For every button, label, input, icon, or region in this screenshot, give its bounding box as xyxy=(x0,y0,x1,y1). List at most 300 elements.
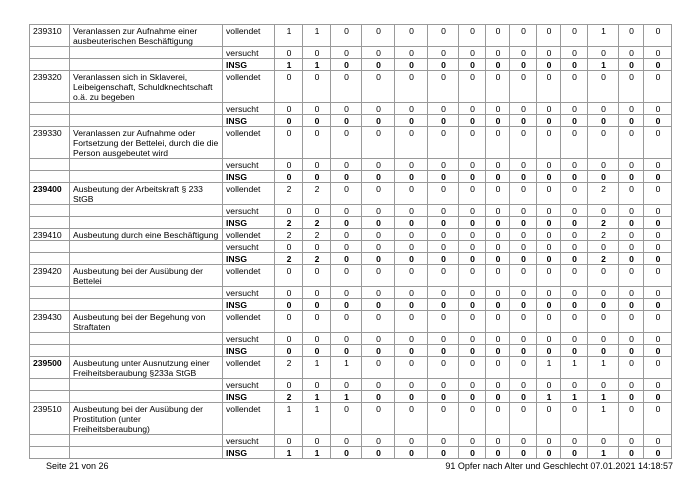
statistics-table xyxy=(29,24,672,459)
count-cell: 0 xyxy=(561,217,588,229)
count-cell: 0 xyxy=(537,183,561,205)
count-cell: 0 xyxy=(331,287,362,299)
table-row xyxy=(30,447,672,459)
count-cell: 1 xyxy=(331,357,362,379)
count-cell: 0 xyxy=(428,379,459,391)
count-cell: 0 xyxy=(362,229,395,241)
status-label: INSG xyxy=(223,217,275,229)
count-cell: 1 xyxy=(275,447,303,459)
offense-code xyxy=(30,115,70,127)
count-cell: 0 xyxy=(362,205,395,217)
count-cell: 0 xyxy=(395,357,428,379)
count-cell: 0 xyxy=(644,127,672,159)
count-cell: 0 xyxy=(395,333,428,345)
count-cell: 0 xyxy=(395,47,428,59)
count-cell: 0 xyxy=(644,403,672,435)
count-cell: 0 xyxy=(395,159,428,171)
offense-code xyxy=(30,447,70,459)
offense-description xyxy=(70,103,223,115)
count-cell: 0 xyxy=(619,447,644,459)
count-cell: 0 xyxy=(537,435,561,447)
count-cell: 0 xyxy=(459,205,486,217)
offense-description xyxy=(70,115,223,127)
count-cell: 2 xyxy=(588,183,619,205)
count-cell: 0 xyxy=(428,435,459,447)
count-cell: 0 xyxy=(619,183,644,205)
table-row xyxy=(30,403,672,435)
count-cell: 0 xyxy=(459,47,486,59)
count-cell: 0 xyxy=(303,171,331,183)
count-cell: 0 xyxy=(395,345,428,357)
count-cell: 0 xyxy=(459,357,486,379)
count-cell: 0 xyxy=(395,311,428,333)
offense-description xyxy=(70,205,223,217)
count-cell: 0 xyxy=(619,205,644,217)
count-cell: 0 xyxy=(486,253,510,265)
count-cell: 0 xyxy=(510,103,537,115)
count-cell: 0 xyxy=(644,205,672,217)
count-cell: 0 xyxy=(362,25,395,47)
count-cell: 0 xyxy=(537,217,561,229)
count-cell: 0 xyxy=(644,379,672,391)
count-cell: 0 xyxy=(459,171,486,183)
count-cell: 0 xyxy=(486,447,510,459)
offense-description xyxy=(70,299,223,311)
status-label: vollendet xyxy=(223,127,275,159)
count-cell: 0 xyxy=(395,115,428,127)
count-cell: 1 xyxy=(303,447,331,459)
count-cell: 0 xyxy=(619,299,644,311)
count-cell: 0 xyxy=(362,59,395,71)
count-cell: 0 xyxy=(619,265,644,287)
count-cell: 0 xyxy=(362,159,395,171)
status-label: vollendet xyxy=(223,25,275,47)
offense-code: 239500 xyxy=(30,357,70,379)
count-cell: 0 xyxy=(428,71,459,103)
count-cell: 0 xyxy=(428,229,459,241)
count-cell: 0 xyxy=(459,115,486,127)
offense-code xyxy=(30,171,70,183)
count-cell: 0 xyxy=(275,333,303,345)
count-cell: 2 xyxy=(588,217,619,229)
count-cell: 0 xyxy=(619,253,644,265)
status-label: INSG xyxy=(223,253,275,265)
status-label: vollendet xyxy=(223,183,275,205)
count-cell: 2 xyxy=(275,217,303,229)
status-label: INSG xyxy=(223,391,275,403)
offense-description: Ausbeutung bei der Begehung von Straftaten xyxy=(70,311,223,333)
count-cell: 0 xyxy=(561,333,588,345)
count-cell: 0 xyxy=(428,403,459,435)
count-cell: 0 xyxy=(428,299,459,311)
count-cell: 0 xyxy=(561,159,588,171)
count-cell: 0 xyxy=(561,229,588,241)
count-cell: 0 xyxy=(561,253,588,265)
count-cell: 0 xyxy=(619,391,644,403)
count-cell: 0 xyxy=(561,71,588,103)
count-cell: 0 xyxy=(619,357,644,379)
count-cell: 1 xyxy=(588,403,619,435)
count-cell: 0 xyxy=(644,311,672,333)
count-cell: 0 xyxy=(275,115,303,127)
count-cell: 0 xyxy=(644,241,672,253)
count-cell: 0 xyxy=(275,159,303,171)
count-cell: 0 xyxy=(303,333,331,345)
count-cell: 1 xyxy=(588,25,619,47)
count-cell: 0 xyxy=(459,379,486,391)
count-cell: 0 xyxy=(510,403,537,435)
count-cell: 0 xyxy=(561,287,588,299)
count-cell: 0 xyxy=(428,241,459,253)
count-cell: 1 xyxy=(588,357,619,379)
count-cell: 0 xyxy=(510,265,537,287)
count-cell: 1 xyxy=(331,391,362,403)
count-cell: 0 xyxy=(561,205,588,217)
count-cell: 0 xyxy=(561,447,588,459)
count-cell: 0 xyxy=(644,391,672,403)
count-cell: 0 xyxy=(395,287,428,299)
table-row xyxy=(30,241,672,253)
count-cell: 0 xyxy=(510,345,537,357)
count-cell: 0 xyxy=(428,447,459,459)
count-cell: 0 xyxy=(644,299,672,311)
count-cell: 1 xyxy=(275,403,303,435)
count-cell: 0 xyxy=(619,435,644,447)
count-cell: 0 xyxy=(362,403,395,435)
count-cell: 0 xyxy=(537,333,561,345)
offense-description: Ausbeutung bei der Ausübung der Prostitution (unter Freiheitsberaubung) xyxy=(70,403,223,435)
count-cell: 0 xyxy=(459,403,486,435)
status-label: versucht xyxy=(223,47,275,59)
count-cell: 0 xyxy=(486,229,510,241)
count-cell: 2 xyxy=(588,253,619,265)
count-cell: 0 xyxy=(331,25,362,47)
count-cell: 0 xyxy=(561,241,588,253)
count-cell: 0 xyxy=(486,391,510,403)
count-cell: 0 xyxy=(510,71,537,103)
table-row xyxy=(30,159,672,171)
count-cell: 0 xyxy=(362,435,395,447)
count-cell: 1 xyxy=(588,59,619,71)
count-cell: 0 xyxy=(644,217,672,229)
count-cell: 0 xyxy=(561,183,588,205)
count-cell: 0 xyxy=(486,265,510,287)
count-cell: 0 xyxy=(362,311,395,333)
count-cell: 0 xyxy=(619,103,644,115)
count-cell: 0 xyxy=(303,71,331,103)
count-cell: 0 xyxy=(619,241,644,253)
count-cell: 0 xyxy=(459,287,486,299)
count-cell: 0 xyxy=(619,345,644,357)
count-cell: 0 xyxy=(331,47,362,59)
offense-description xyxy=(70,47,223,59)
count-cell: 0 xyxy=(428,345,459,357)
count-cell: 0 xyxy=(459,391,486,403)
offense-description: Ausbeutung durch eine Beschäftigung xyxy=(70,229,223,241)
count-cell: 0 xyxy=(395,25,428,47)
count-cell: 0 xyxy=(331,183,362,205)
count-cell: 0 xyxy=(588,379,619,391)
count-cell: 0 xyxy=(331,217,362,229)
count-cell: 0 xyxy=(537,345,561,357)
count-cell: 1 xyxy=(303,357,331,379)
count-cell: 0 xyxy=(510,127,537,159)
count-cell: 0 xyxy=(537,403,561,435)
count-cell: 0 xyxy=(537,379,561,391)
count-cell: 2 xyxy=(275,357,303,379)
count-cell: 0 xyxy=(510,379,537,391)
count-cell: 0 xyxy=(459,229,486,241)
count-cell: 0 xyxy=(486,357,510,379)
count-cell: 0 xyxy=(362,183,395,205)
count-cell: 0 xyxy=(331,447,362,459)
count-cell: 0 xyxy=(619,59,644,71)
table-row xyxy=(30,183,672,205)
count-cell: 0 xyxy=(362,253,395,265)
count-cell: 0 xyxy=(275,299,303,311)
count-cell: 0 xyxy=(486,241,510,253)
count-cell: 0 xyxy=(331,71,362,103)
count-cell: 0 xyxy=(486,311,510,333)
count-cell: 0 xyxy=(428,47,459,59)
count-cell: 0 xyxy=(561,59,588,71)
offense-code xyxy=(30,103,70,115)
count-cell: 0 xyxy=(428,391,459,403)
status-label: INSG xyxy=(223,59,275,71)
count-cell: 0 xyxy=(275,71,303,103)
count-cell: 0 xyxy=(362,71,395,103)
status-label: versucht xyxy=(223,103,275,115)
count-cell: 0 xyxy=(588,127,619,159)
count-cell: 2 xyxy=(588,229,619,241)
count-cell: 0 xyxy=(510,47,537,59)
offense-description xyxy=(70,59,223,71)
count-cell: 0 xyxy=(537,47,561,59)
count-cell: 0 xyxy=(644,47,672,59)
count-cell: 0 xyxy=(644,265,672,287)
status-label: vollendet xyxy=(223,71,275,103)
count-cell: 0 xyxy=(561,25,588,47)
count-cell: 0 xyxy=(331,333,362,345)
count-cell: 0 xyxy=(537,265,561,287)
status-label: vollendet xyxy=(223,229,275,241)
count-cell: 1 xyxy=(588,447,619,459)
count-cell: 0 xyxy=(588,299,619,311)
count-cell: 0 xyxy=(303,345,331,357)
count-cell: 0 xyxy=(588,311,619,333)
table-row xyxy=(30,229,672,241)
count-cell: 0 xyxy=(644,115,672,127)
count-cell: 0 xyxy=(486,333,510,345)
count-cell: 0 xyxy=(537,287,561,299)
count-cell: 0 xyxy=(275,287,303,299)
count-cell: 0 xyxy=(275,435,303,447)
table-row xyxy=(30,345,672,357)
count-cell: 0 xyxy=(619,311,644,333)
count-cell: 0 xyxy=(395,379,428,391)
offense-description: Ausbeutung bei der Ausübung der Bettelei xyxy=(70,265,223,287)
table-row xyxy=(30,171,672,183)
count-cell: 0 xyxy=(362,115,395,127)
count-cell: 0 xyxy=(510,447,537,459)
count-cell: 0 xyxy=(486,25,510,47)
count-cell: 0 xyxy=(510,357,537,379)
count-cell: 0 xyxy=(561,435,588,447)
count-cell: 0 xyxy=(510,299,537,311)
count-cell: 0 xyxy=(510,205,537,217)
count-cell: 0 xyxy=(395,265,428,287)
count-cell: 0 xyxy=(588,171,619,183)
count-cell: 0 xyxy=(303,435,331,447)
status-label: INSG xyxy=(223,345,275,357)
count-cell: 0 xyxy=(459,333,486,345)
count-cell: 0 xyxy=(459,447,486,459)
count-cell: 0 xyxy=(486,345,510,357)
status-label: versucht xyxy=(223,435,275,447)
count-cell: 0 xyxy=(644,171,672,183)
count-cell: 0 xyxy=(486,171,510,183)
table-row xyxy=(30,265,672,287)
count-cell: 0 xyxy=(561,345,588,357)
count-cell: 0 xyxy=(275,345,303,357)
count-cell: 0 xyxy=(588,71,619,103)
offense-code: 239310 xyxy=(30,25,70,47)
count-cell: 2 xyxy=(275,391,303,403)
count-cell: 0 xyxy=(510,241,537,253)
count-cell: 0 xyxy=(537,241,561,253)
count-cell: 0 xyxy=(331,59,362,71)
table-row xyxy=(30,47,672,59)
count-cell: 0 xyxy=(362,299,395,311)
offense-description xyxy=(70,333,223,345)
table-row xyxy=(30,435,672,447)
offense-description xyxy=(70,345,223,357)
offense-description xyxy=(70,391,223,403)
count-cell: 0 xyxy=(644,159,672,171)
count-cell: 0 xyxy=(537,205,561,217)
count-cell: 0 xyxy=(459,299,486,311)
status-label: vollendet xyxy=(223,357,275,379)
count-cell: 0 xyxy=(275,379,303,391)
count-cell: 0 xyxy=(331,299,362,311)
table-row xyxy=(30,287,672,299)
count-cell: 0 xyxy=(510,25,537,47)
count-cell: 0 xyxy=(510,287,537,299)
count-cell: 0 xyxy=(537,253,561,265)
offense-description: Ausbeutung unter Ausnutzung einer Freiheitsberaubung §233a StGB xyxy=(70,357,223,379)
count-cell: 0 xyxy=(486,127,510,159)
status-label: INSG xyxy=(223,447,275,459)
offense-description: Veranlassen sich in Sklaverei, Leibeigenschaft, Schuldknechtschaft o.ä. zu begeben xyxy=(70,71,223,103)
table-row xyxy=(30,217,672,229)
count-cell: 0 xyxy=(275,47,303,59)
count-cell: 0 xyxy=(459,59,486,71)
count-cell: 0 xyxy=(362,171,395,183)
offense-description xyxy=(70,217,223,229)
count-cell: 0 xyxy=(395,205,428,217)
table-row xyxy=(30,391,672,403)
count-cell: 0 xyxy=(510,217,537,229)
count-cell: 0 xyxy=(619,127,644,159)
count-cell: 0 xyxy=(362,241,395,253)
count-cell: 0 xyxy=(395,299,428,311)
count-cell: 1 xyxy=(561,391,588,403)
count-cell: 0 xyxy=(331,159,362,171)
table-row xyxy=(30,299,672,311)
status-label: INSG xyxy=(223,115,275,127)
count-cell: 2 xyxy=(303,229,331,241)
offense-description xyxy=(70,171,223,183)
table-row xyxy=(30,25,672,47)
count-cell: 0 xyxy=(303,241,331,253)
count-cell: 0 xyxy=(644,25,672,47)
count-cell: 0 xyxy=(644,357,672,379)
count-cell: 0 xyxy=(486,59,510,71)
count-cell: 0 xyxy=(619,217,644,229)
count-cell: 0 xyxy=(588,47,619,59)
status-label: INSG xyxy=(223,299,275,311)
count-cell: 0 xyxy=(395,253,428,265)
count-cell: 0 xyxy=(486,115,510,127)
offense-code: 239400 xyxy=(30,183,70,205)
offense-description xyxy=(70,159,223,171)
count-cell: 0 xyxy=(362,357,395,379)
count-cell: 0 xyxy=(428,159,459,171)
count-cell: 0 xyxy=(428,253,459,265)
table-row xyxy=(30,379,672,391)
count-cell: 0 xyxy=(428,115,459,127)
count-cell: 0 xyxy=(644,435,672,447)
count-cell: 0 xyxy=(588,265,619,287)
offense-code: 239510 xyxy=(30,403,70,435)
count-cell: 0 xyxy=(303,379,331,391)
count-cell: 0 xyxy=(395,127,428,159)
count-cell: 0 xyxy=(428,171,459,183)
count-cell: 0 xyxy=(275,205,303,217)
count-cell: 0 xyxy=(644,103,672,115)
offense-code xyxy=(30,345,70,357)
count-cell: 0 xyxy=(362,47,395,59)
count-cell: 0 xyxy=(537,447,561,459)
offense-description: Ausbeutung der Arbeitskraft § 233 StGB xyxy=(70,183,223,205)
offense-code xyxy=(30,217,70,229)
status-label: versucht xyxy=(223,379,275,391)
count-cell: 0 xyxy=(459,71,486,103)
count-cell: 0 xyxy=(362,333,395,345)
count-cell: 0 xyxy=(459,183,486,205)
count-cell: 0 xyxy=(303,127,331,159)
count-cell: 0 xyxy=(275,127,303,159)
status-label: vollendet xyxy=(223,403,275,435)
offense-description xyxy=(70,241,223,253)
count-cell: 0 xyxy=(510,333,537,345)
offense-description xyxy=(70,447,223,459)
count-cell: 0 xyxy=(510,311,537,333)
count-cell: 0 xyxy=(331,435,362,447)
count-cell: 0 xyxy=(362,447,395,459)
count-cell: 0 xyxy=(331,205,362,217)
count-cell: 0 xyxy=(486,379,510,391)
count-cell: 0 xyxy=(459,253,486,265)
count-cell: 2 xyxy=(275,183,303,205)
count-cell: 0 xyxy=(561,47,588,59)
count-cell: 0 xyxy=(395,403,428,435)
count-cell: 0 xyxy=(303,159,331,171)
count-cell: 0 xyxy=(619,171,644,183)
count-cell: 0 xyxy=(362,103,395,115)
count-cell: 0 xyxy=(459,265,486,287)
count-cell: 0 xyxy=(459,311,486,333)
